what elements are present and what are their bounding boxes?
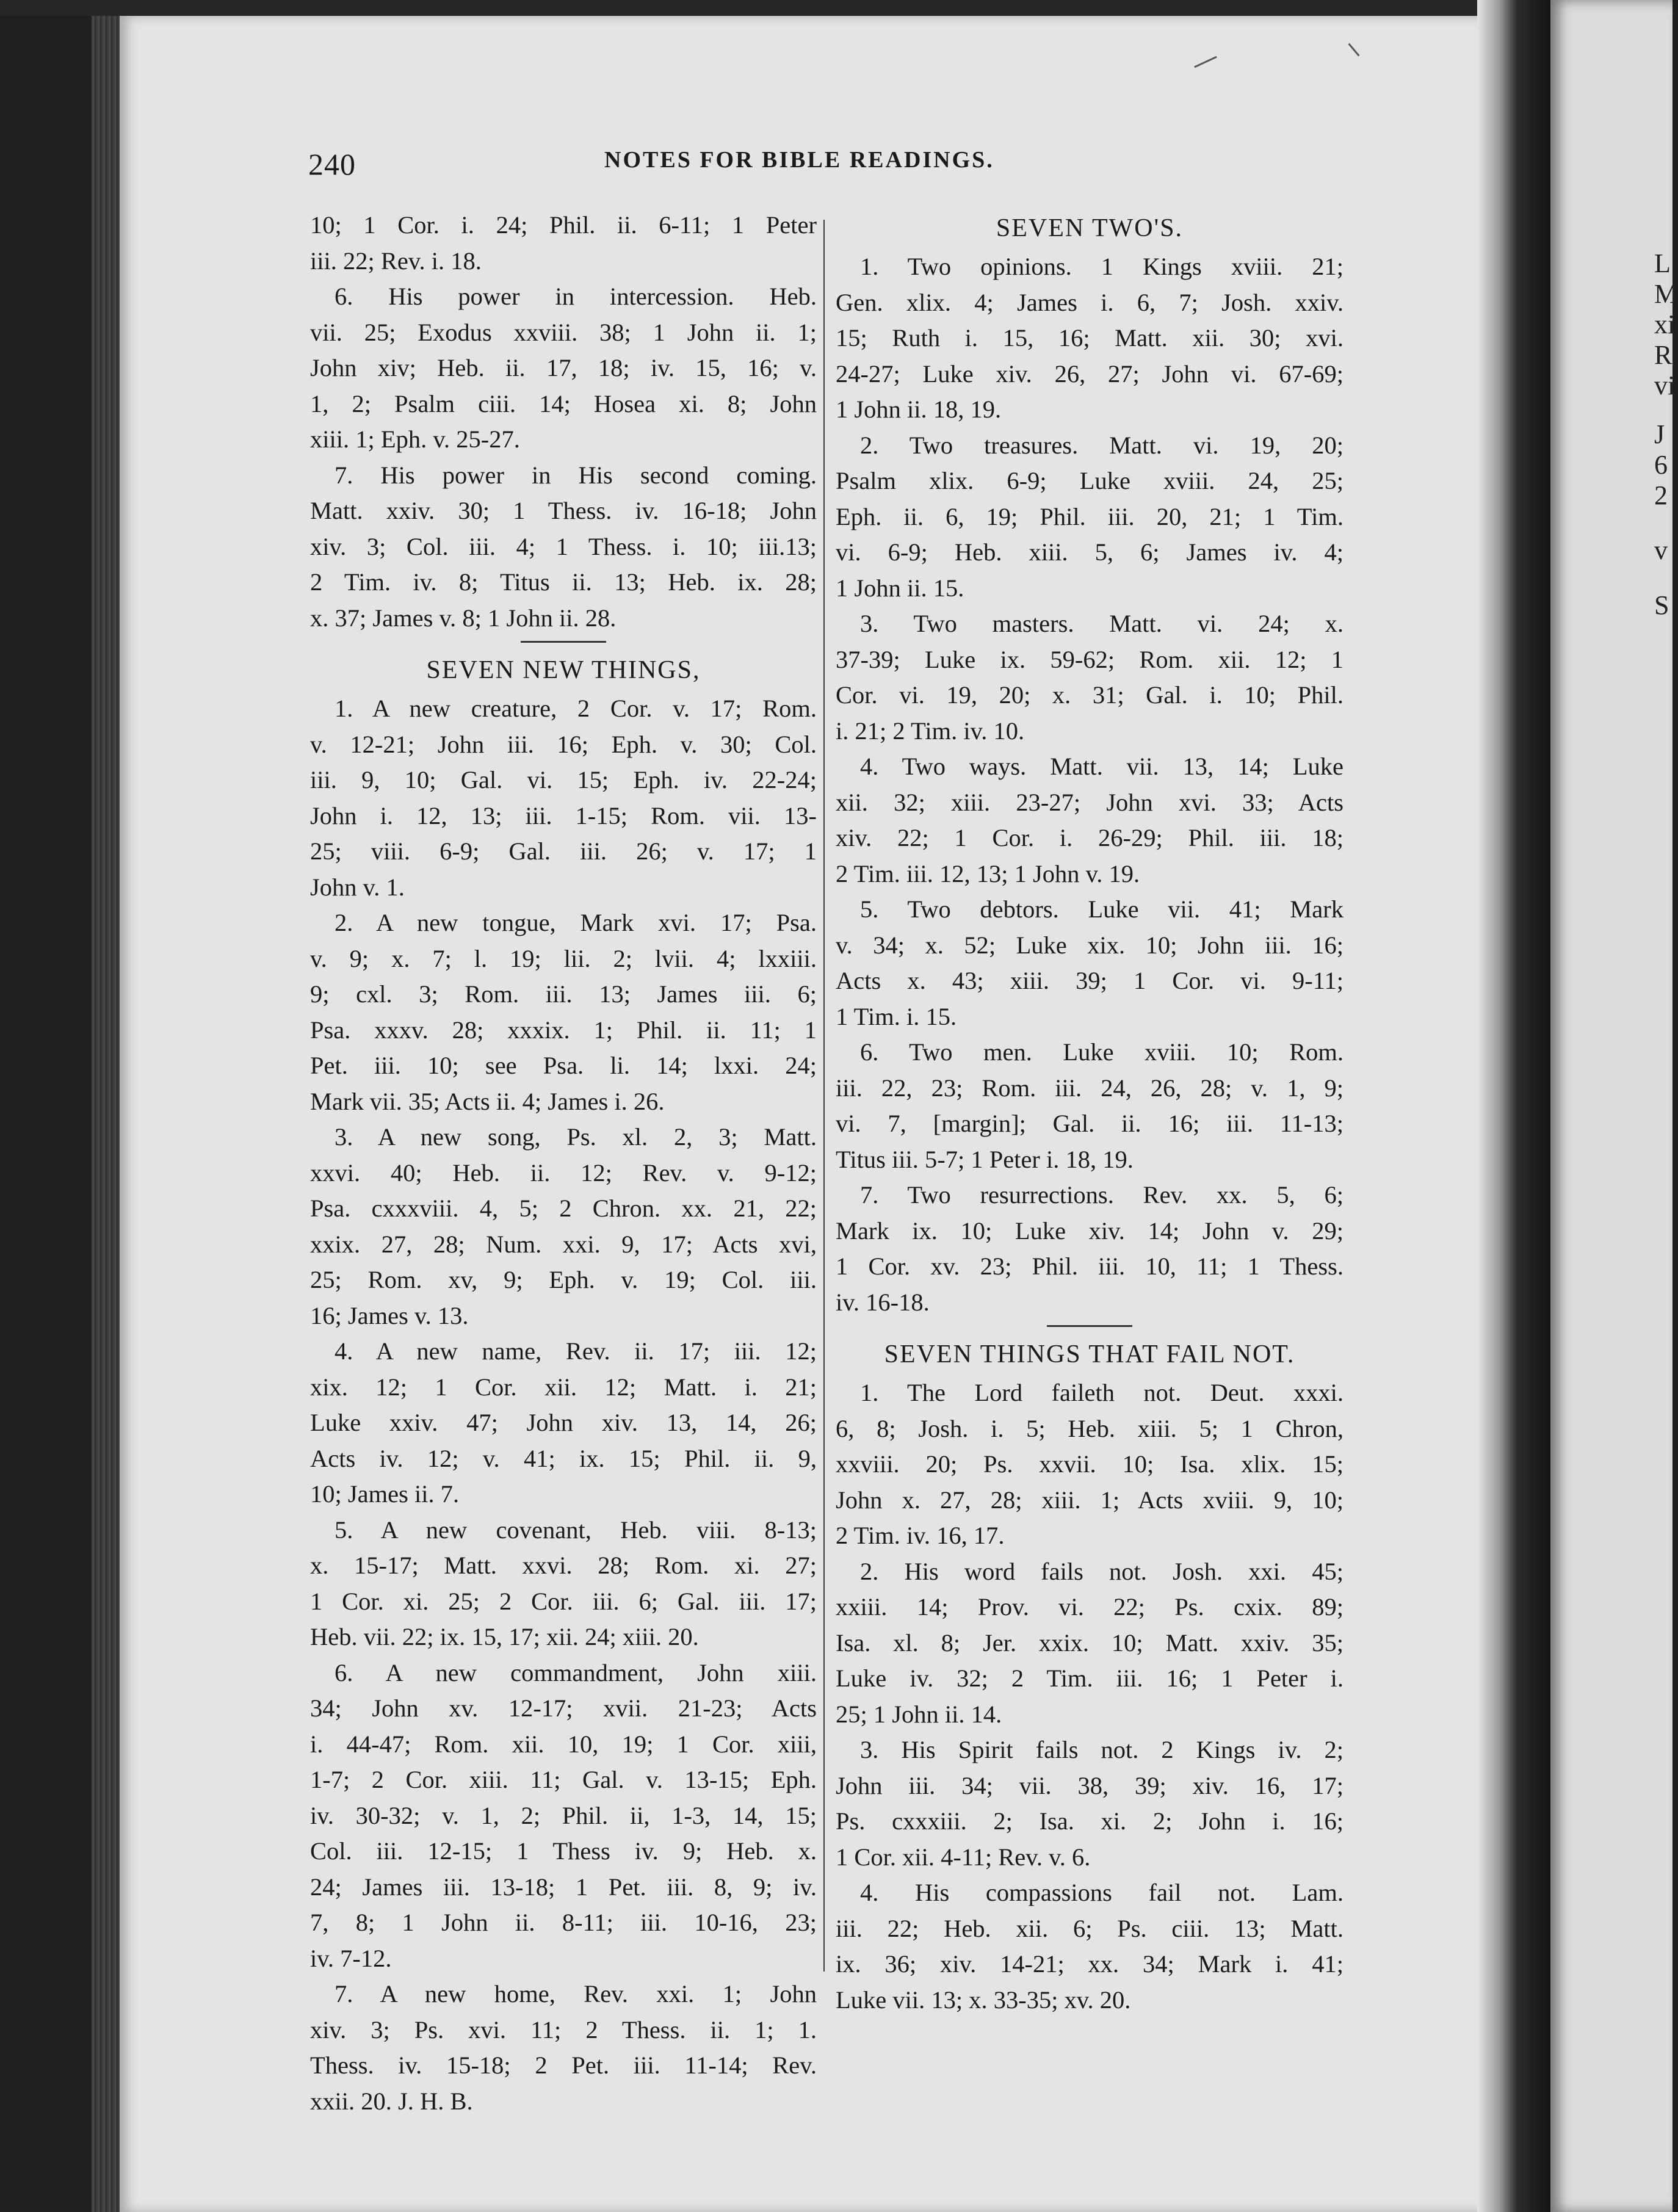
text-line: xii. 32; xiii. 23-27; John xvi. 33; Acts xyxy=(836,788,1343,816)
book-gutter xyxy=(1477,0,1550,2212)
text-line: iii. 22, 23; Rom. iii. 24, 26, 28; v. 1, 9; xyxy=(836,1074,1343,1102)
text-line: 1 Cor. xv. 23; Phil. iii. 10, 11; 1 Thess. xyxy=(836,1252,1343,1280)
text-line: 1 John ii. 18, 19. xyxy=(836,396,1002,423)
text-line: x. 15-17; Matt. xxvi. 28; Rom. xi. 27; xyxy=(310,1552,817,1579)
scan-background-top xyxy=(0,0,1673,16)
text-line: John v. 1. xyxy=(310,873,405,901)
text-line: 3. Two masters. Matt. vi. 24; x. xyxy=(860,610,1343,637)
facing-page-fragment: M xyxy=(1654,279,1678,309)
text-line: 3. A new song, Ps. xl. 2, 3; Matt. xyxy=(335,1123,817,1151)
text-line: xxix. 27, 28; Num. xxi. 9, 17; Acts xvi, xyxy=(310,1230,817,1258)
text-line: xxiii. 14; Prov. vi. 22; Ps. cxix. 89; xyxy=(836,1593,1343,1621)
text-line: 25; Rom. xv, 9; Eph. v. 19; Col. iii. xyxy=(310,1266,817,1293)
text-line: 1. Two opinions. 1 Kings xviii. 21; xyxy=(860,253,1343,280)
text-line: 7. His power in His second coming. xyxy=(335,461,817,489)
text-line: Psa. xxxv. 28; xxxix. 1; Phil. ii. 11; 1 xyxy=(310,1016,817,1044)
text-line: xix. 12; 1 Cor. xii. 12; Matt. i. 21; xyxy=(310,1373,817,1401)
facing-page-fragment: R xyxy=(1654,340,1673,370)
facing-page-fragment: 2 xyxy=(1654,480,1668,510)
left-column xyxy=(310,208,817,2119)
text-line: xiv. 3; Col. iii. 4; 1 Thess. i. 10; iii.13; xyxy=(310,532,817,560)
text-line: John xiv; Heb. ii. 17, 18; iv. 15, 16; v. xyxy=(310,354,817,381)
page-number: 240 xyxy=(308,147,356,181)
text-line: i. 44-47; Rom. xii. 10, 19; 1 Cor. xiii, xyxy=(310,1730,817,1758)
text-line: Gen. xlix. 4; James i. 6, 7; Josh. xxiv. xyxy=(836,288,1343,316)
text-line: 2 Tim. iv. 16, 17. xyxy=(836,1522,1005,1549)
text-line: Acts x. 43; xiii. 39; 1 Cor. vi. 9-11; xyxy=(836,967,1343,994)
text-line: Luke xxiv. 47; John xiv. 13, 14, 26; xyxy=(310,1409,817,1436)
text-line: 4. A new name, Rev. ii. 17; iii. 12; xyxy=(335,1337,817,1365)
text-line: 24-27; Luke xiv. 26, 27; John vi. 67-69; xyxy=(836,360,1343,388)
text-line: 25; viii. 6-9; Gal. iii. 26; v. 17; 1 xyxy=(310,837,817,865)
text-line: iii. 22; Rev. i. 18. xyxy=(310,247,482,275)
text-line: 3. His Spirit fails not. 2 Kings iv. 2; xyxy=(860,1736,1343,1763)
text-line: vii. 25; Exodus xxviii. 38; 1 John ii. 1; xyxy=(310,318,817,346)
text-line: 16; James v. 13. xyxy=(310,1301,469,1329)
text-line: John x. 27, 28; xiii. 1; Acts xviii. 9, 10; xyxy=(836,1486,1343,1514)
text-line: vi. 6-9; Heb. xiii. 5, 6; James iv. 4; xyxy=(836,538,1343,566)
text-line: Mark vii. 35; Acts ii. 4; James i. 26. xyxy=(310,1087,665,1115)
facing-page-fragment: L xyxy=(1654,248,1671,278)
text-line: 5. Two debtors. Luke vii. 41; Mark xyxy=(860,895,1343,923)
running-head: NOTES FOR BIBLE READINGS. xyxy=(604,147,994,173)
text-line: Mark ix. 10; Luke xiv. 14; John v. 29; xyxy=(836,1216,1343,1245)
section-divider xyxy=(836,1320,1343,1334)
text-line: Thess. iv. 15-18; 2 Pet. iii. 11-14; Rev. xyxy=(310,2051,817,2079)
text-line: 10; James ii. 7. xyxy=(310,1480,460,1508)
text-line: 1 John ii. 15. xyxy=(836,574,964,602)
text-line: Ps. cxxxiii. 2; Isa. xi. 2; John i. 16; xyxy=(836,1807,1343,1835)
text-line: 6, 8; Josh. i. 5; Heb. xiii. 5; 1 Chron, xyxy=(836,1414,1343,1442)
text-line: John i. 12, 13; iii. 1-15; Rom. vii. 13- xyxy=(310,801,817,830)
text-line: Eph. ii. 6, 19; Phil. iii. 20, 21; 1 Tim. xyxy=(836,502,1343,530)
text-line: 1-7; 2 Cor. xiii. 11; Gal. v. 13-15; Eph. xyxy=(310,1766,817,1793)
text-line: iv. 7-12. xyxy=(310,1944,392,1972)
text-line: 1, 2; Psalm ciii. 14; Hosea xi. 8; John xyxy=(310,389,817,417)
text-line: 9; cxl. 3; Rom. iii. 13; James iii. 6; xyxy=(310,980,817,1008)
text-line: v. 9; x. 7; l. 19; lii. 2; lvii. 4; lxxiii. xyxy=(310,944,817,972)
text-line: 2. Two treasures. Matt. vi. 19, 20; xyxy=(860,431,1343,459)
text-line: Heb. vii. 22; ix. 15, 17; xii. 24; xiii. 20. xyxy=(310,1623,699,1650)
text-line: 7. A new home, Rev. xxi. 1; John xyxy=(335,1980,817,2008)
text-line: Titus iii. 5-7; 1 Peter i. 18, 19. xyxy=(836,1145,1134,1173)
text-line: 25; 1 John ii. 14. xyxy=(836,1700,1002,1728)
text-line: Col. iii. 12-15; 1 Thess iv. 9; Heb. x. xyxy=(310,1837,817,1865)
text-line: Luke iv. 32; 2 Tim. iii. 16; 1 Peter i. xyxy=(836,1664,1343,1692)
text-line: xxvi. 40; Heb. ii. 12; Rev. v. 9-12; xyxy=(310,1158,817,1187)
right-column xyxy=(836,208,1343,2018)
text-line: xxii. 20. J. H. B. xyxy=(310,2087,473,2115)
text-line: Psa. cxxxviii. 4, 5; 2 Chron. xx. 21, 22; xyxy=(310,1195,817,1222)
section-title: SEVEN NEW THINGS, xyxy=(426,656,701,684)
text-line: 1. A new creature, 2 Cor. v. 17; Rom. xyxy=(335,695,817,722)
text-line: Pet. iii. 10; see Psa. li. 14; lxxi. 24; xyxy=(310,1052,817,1079)
text-line: 34; John xv. 12-17; xvii. 21-23; Acts xyxy=(310,1694,817,1722)
text-line: 10; 1 Cor. i. 24; Phil. ii. 6-11; 1 Peter xyxy=(310,211,817,239)
text-line: x. 37; James v. 8; 1 John ii. 28. xyxy=(310,604,617,632)
text-line: xiv. 3; Ps. xvi. 11; 2 Thess. ii. 1; 1. xyxy=(310,2015,817,2044)
text-line: 5. A new covenant, Heb. viii. 8-13; xyxy=(335,1516,817,1544)
text-line: 24; James iii. 13-18; 1 Pet. iii. 8, 9; iv. xyxy=(310,1873,817,1901)
text-line: Acts iv. 12; v. 41; ix. 15; Phil. ii. 9, xyxy=(310,1444,817,1472)
text-line: xiv. 22; 1 Cor. i. 26-29; Phil. iii. 18; xyxy=(836,824,1343,851)
text-line: 1. The Lord faileth not. Deut. xxxi. xyxy=(860,1379,1343,1406)
text-line: Cor. vi. 19, 20; x. 31; Gal. i. 10; Phil. xyxy=(836,681,1343,709)
text-line: ix. 36; xiv. 14-21; xx. 34; Mark i. 41; xyxy=(836,1950,1343,1978)
text-line: 7. Two resurrections. Rev. xx. 5, 6; xyxy=(860,1181,1343,1209)
text-line: Isa. xl. 8; Jer. xxix. 10; Matt. xxiv. 35; xyxy=(836,1628,1343,1657)
text-line: 2. A new tongue, Mark xvi. 17; Psa. xyxy=(335,909,817,936)
text-line: 2 Tim. iv. 8; Titus ii. 13; Heb. ix. 28; xyxy=(310,568,817,596)
text-line: Psalm xlix. 6-9; Luke xviii. 24, 25; xyxy=(836,467,1343,494)
facing-page-fragment: v xyxy=(1654,535,1668,565)
text-line: 15; Ruth i. 15, 16; Matt. xii. 30; xvi. xyxy=(836,324,1343,352)
text-line: 2. His word fails not. Josh. xxi. 45; xyxy=(860,1557,1343,1585)
text-line: iv. 16-18. xyxy=(836,1288,930,1316)
text-line: 1 Tim. i. 15. xyxy=(836,1002,957,1030)
facing-page-fragment: 6 xyxy=(1654,450,1668,480)
section-divider xyxy=(310,636,817,649)
facing-page-fragment: J xyxy=(1654,419,1665,449)
text-line: 1 Cor. xii. 4-11; Rev. v. 6. xyxy=(836,1843,1091,1871)
text-line: 2 Tim. iii. 12, 13; 1 John v. 19. xyxy=(836,859,1140,887)
section-title: SEVEN THINGS THAT FAIL NOT. xyxy=(884,1340,1295,1368)
text-line: John iii. 34; vii. 38, 39; xiv. 16, 17; xyxy=(836,1771,1343,1799)
column-rule xyxy=(823,220,825,1972)
text-line: iv. 30-32; v. 1, 2; Phil. ii, 1-3, 14, 15; xyxy=(310,1801,817,1829)
facing-page-fragment: vi xyxy=(1654,370,1676,400)
text-line: Luke vii. 13; x. 33-35; xv. 20. xyxy=(836,1986,1131,2014)
text-line: v. 34; x. 52; Luke xix. 10; John iii. 16; xyxy=(836,931,1343,959)
text-line: 1 Cor. xi. 25; 2 Cor. iii. 6; Gal. iii. 17; xyxy=(310,1587,817,1615)
text-line: 6. Two men. Luke xviii. 10; Rom. xyxy=(860,1038,1343,1066)
text-line: iii. 9, 10; Gal. vi. 15; Eph. iv. 22-24; xyxy=(310,766,817,793)
facing-page-fragment: S xyxy=(1654,590,1669,620)
text-line: Matt. xxiv. 30; 1 Thess. iv. 16-18; John xyxy=(310,497,817,524)
text-line: 4. His compassions fail not. Lam. xyxy=(860,1879,1343,1906)
text-line: xiii. 1; Eph. v. 25-27. xyxy=(310,425,520,453)
text-line: 7, 8; 1 John ii. 8-11; iii. 10-16, 23; xyxy=(310,1909,817,1936)
facing-page-fragment: xi xyxy=(1654,309,1676,339)
text-line: i. 21; 2 Tim. iv. 10. xyxy=(836,717,1025,745)
section-title: SEVEN TWO'S. xyxy=(996,214,1184,242)
text-line: iii. 22; Heb. xii. 6; Ps. ciii. 13; Matt. xyxy=(836,1914,1343,1942)
text-line: 6. A new commandment, John xiii. xyxy=(335,1658,817,1686)
text-line: 37-39; Luke ix. 59-62; Rom. xii. 12; 1 xyxy=(836,645,1343,673)
text-line: xxviii. 20; Ps. xxvii. 10; Isa. xlix. 15; xyxy=(836,1450,1343,1478)
text-line: 4. Two ways. Matt. vii. 13, 14; Luke xyxy=(860,753,1343,780)
text-line: v. 12-21; John iii. 16; Eph. v. 30; Col. xyxy=(310,730,817,758)
text-line: 6. His power in intercession. Heb. xyxy=(335,283,817,310)
text-line: vi. 7, [margin]; Gal. ii. 16; iii. 11-13; xyxy=(836,1110,1343,1137)
